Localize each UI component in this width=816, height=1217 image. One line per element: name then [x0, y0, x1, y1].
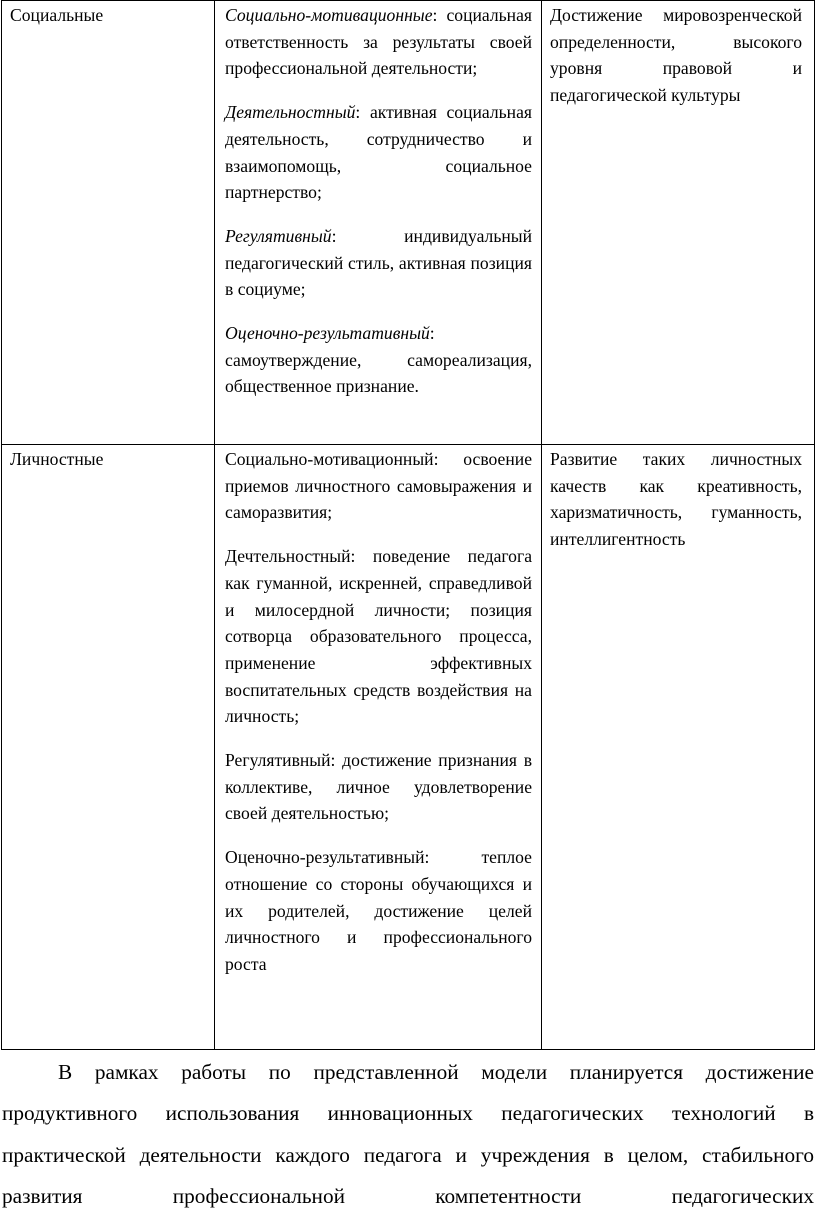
- component-text: самоутверждение, самореализация, общественное признание.: [225, 349, 532, 397]
- category-label: Социальные: [10, 5, 104, 25]
- body-paragraph: В рамках работы по представленной модели планируется достижение продуктивного использования инновационных педагогических технологий в практической деятельности каждого педагога и учреждения в целом, стабильного развития профессиональной компетентности педагогических: [2, 1060, 814, 1208]
- result-text: Достижение мировозренческой определенности, высокого уровня правовой и педагогической культуры: [550, 5, 802, 106]
- component-separator: :: [331, 225, 337, 246]
- component-name: Социально-мотивационные: [225, 5, 433, 25]
- component-text: индивидуальный педагогический стиль, активная позиция в социуме;: [225, 225, 532, 300]
- category-cell: [2, 445, 215, 1050]
- component-separator: :: [429, 323, 435, 344]
- competence-table: [1, 0, 815, 1050]
- component-name: Деятельностный: [225, 102, 356, 123]
- component-paragraph: [225, 2, 532, 82]
- component-text: социальная ответственность за результаты своей профессиональной деятельности;: [225, 5, 532, 79]
- component-name: Регулятивный: [225, 225, 332, 246]
- category-cell: [2, 1, 215, 445]
- component-separator: :: [432, 5, 438, 25]
- component-paragraph: Регулятивный: достижение признания в коллективе, личное удовлетворение своей деятельностью;: [225, 750, 532, 824]
- result-cell: [542, 1, 815, 445]
- component-paragraph: [225, 223, 532, 303]
- component-paragraph: Дечтельностный: поведение педагога как гуманной, искренней, справедливой и милосердной личности; позиция сотворца образовательного процесса, применение эффективных воспитательных средств воздействия на личность;: [225, 546, 532, 727]
- component-text: активная социальная деятельность, сотрудничество и взаимопомощь, социальное партнерство;: [225, 102, 532, 203]
- component-name: Оценочно-результативный: [225, 323, 430, 344]
- category-label: Личностные: [10, 449, 104, 469]
- components-cell: [215, 445, 542, 1050]
- component-paragraph: Оценочно-результативный: теплое отношение со стороны обучающихся и их родителей, достижение целей личностного и профессионального роста: [225, 847, 532, 974]
- component-paragraph: Социально-мотивационный: освоение приемов личностного самовыражения и саморазвития;: [225, 449, 532, 523]
- component-paragraph: [225, 99, 532, 206]
- components-cell: [215, 1, 542, 445]
- result-cell: [542, 445, 815, 1050]
- table-row: [2, 1, 815, 445]
- component-paragraph: [225, 320, 532, 400]
- result-text: Развитие таких личностных качеств как креативность, харизматичность, гуманность, интеллигентность: [550, 449, 802, 550]
- table-row: [2, 445, 815, 1050]
- component-separator: :: [355, 102, 361, 123]
